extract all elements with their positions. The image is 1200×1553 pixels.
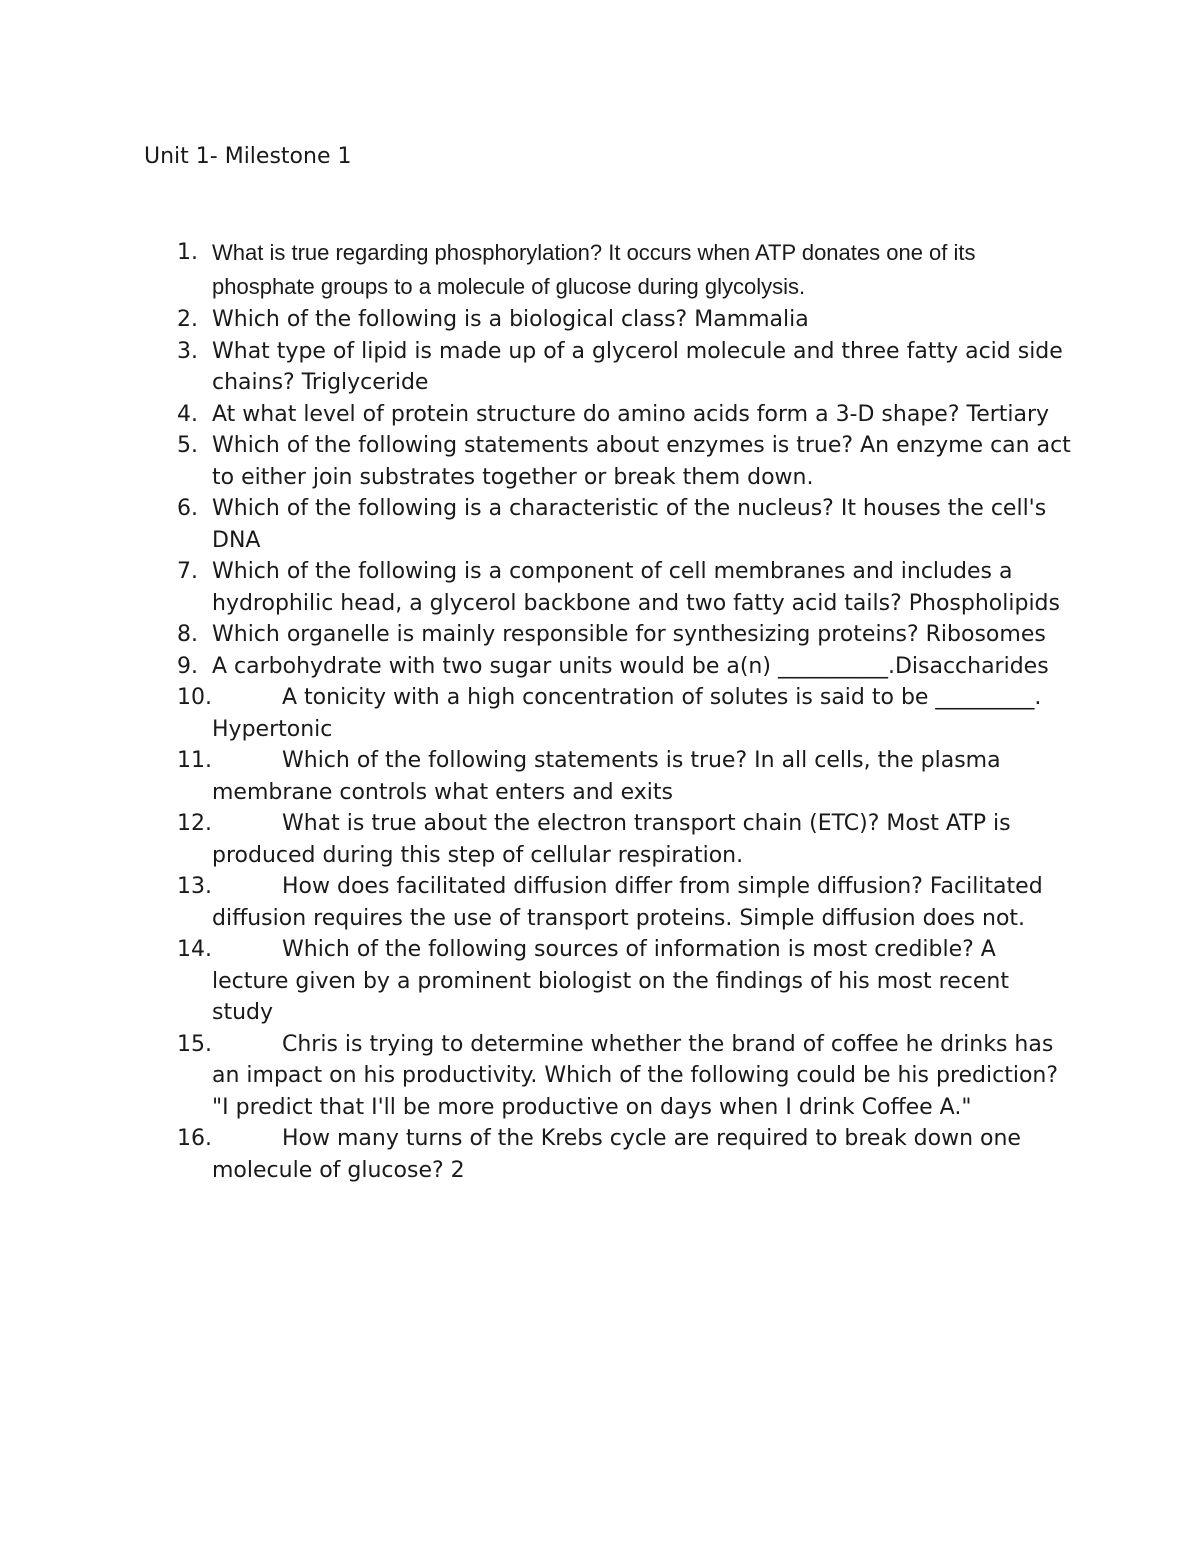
item-number: 3. [177, 338, 198, 364]
item-number: 15. [177, 1031, 212, 1057]
item-number: 12. [177, 811, 212, 836]
list-item [0, 619, 1200, 651]
item-text: Which organelle is mainly responsible for synthesizing proteins? Ribosomes [212, 622, 1046, 647]
item-number: 7. [177, 559, 198, 584]
item-number: 16. [177, 1126, 212, 1151]
list-item [0, 682, 1200, 745]
item-number: 14. [177, 937, 212, 962]
list-item [0, 871, 1200, 934]
item-text: Which of the following statements is true? In all cells, the plasma membrane controls what enters and exits [212, 748, 1001, 805]
list-item [0, 808, 1200, 871]
item-number: 2. [177, 307, 198, 332]
item-text: How does facilitated diffusion differ from simple diffusion? Facilitated diffusion requires the use of transport proteins. Simple diffusion does not. [212, 874, 1043, 931]
item-number: 11. [177, 748, 212, 773]
item-number: 10. [177, 685, 212, 710]
item-text: What type of lipid is made up of a glycerol molecule and three fatty acid side chains? Triglyceride [212, 338, 1063, 395]
item-text: Which of the following sources of information is most credible? A lecture given by a prominent biologist on the findings of his most recent study [212, 937, 1009, 1025]
item-number: 13. [177, 874, 212, 899]
list-item [0, 745, 1200, 808]
list-item [0, 336, 1200, 399]
page-title: Unit 1- Milestone 1 [144, 144, 352, 169]
item-number: 4. [177, 401, 198, 427]
item-number: 1. [177, 240, 198, 265]
item-number: 9. [177, 653, 198, 679]
item-text: At what level of protein structure do amino acids form a 3-D shape? Tertiary [212, 401, 1050, 427]
item-text: A carbohydrate with two sugar units would be a(n) __________.Disaccharides [212, 653, 1049, 679]
item-text: Which of the following is a characteristic of the nucleus? It houses the cell's DNA [212, 496, 1047, 553]
list-item [0, 1029, 1200, 1124]
list-item [0, 430, 1200, 493]
item-text: Chris is trying to determine whether the brand of coffee he drinks has an impact on his productivity. Which of the following could be his prediction? "I predict that I'll be more productive on days when I drink Coffee A." [212, 1031, 1059, 1120]
item-number: 5. [177, 433, 198, 458]
list-item [0, 493, 1200, 556]
item-text: A tonicity with a high concentration of solutes is said to be _________. Hypertonic [212, 685, 1042, 742]
list-item [0, 304, 1200, 336]
item-text: Which of the following statements about enzymes is true? An enzyme can act to either join substrates together or break them down. [212, 433, 1071, 490]
list-item [0, 236, 1200, 304]
item-number: 8. [177, 622, 198, 647]
list-item [0, 399, 1200, 431]
item-text: How many turns of the Krebs cycle are required to break down one molecule of glucose? 2 [212, 1126, 1021, 1183]
list-item [0, 651, 1200, 683]
list-item [0, 934, 1200, 1029]
item-text: Which of the following is a component of cell membranes and includes a hydrophilic head, a glycerol backbone and two fatty acid tails? Phospholipids [212, 559, 1060, 616]
item-text: Which of the following is a biological class? Mammalia [212, 307, 809, 332]
list-item [0, 1123, 1200, 1186]
item-text: What is true about the electron transport chain (ETC)? Most ATP is produced during this step of cellular respiration. [212, 811, 1011, 868]
question-list [0, 236, 1200, 1186]
item-text: What is true regarding phosphorylation? It occurs when ATP donates one of its phosphate groups to a molecule of glucose during glycolysis. [212, 240, 976, 299]
item-number: 6. [177, 496, 198, 521]
list-item [0, 556, 1200, 619]
